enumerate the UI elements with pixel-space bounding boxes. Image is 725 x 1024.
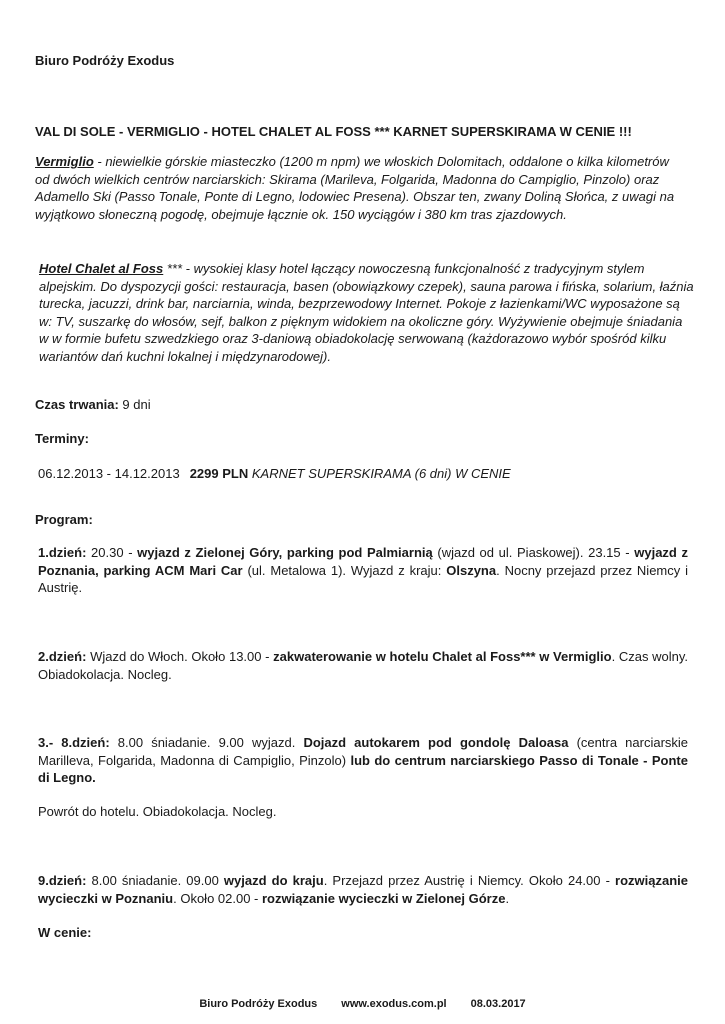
day1-bold-2: wyjazd z Poznania, parking ACM Mari Car (38, 545, 689, 578)
page-footer (0, 998, 725, 1010)
day9-bold-3: rozwiązanie wycieczki w Zielonej Górze (262, 890, 506, 906)
day9-text-2: . Przejazd przez Austrię i Niemcy. Około 24.00 - (323, 873, 616, 888)
day2-label: 2.dzień: (38, 649, 87, 664)
program-day-2 (38, 648, 688, 683)
term-price: 2299 PLN (189, 466, 249, 481)
duration-label: Czas trwania: (35, 397, 119, 412)
day9-text-1: 8.00 śniadanie. 09.00 (86, 873, 224, 888)
day1-text-3: (ul. Metalowa 1). Wyjazd z kraju: (242, 562, 447, 578)
terms-label: Terminy: (35, 431, 89, 446)
hotel-name: Hotel Chalet al Foss (39, 261, 164, 276)
vermiglio-text: - niewielkie górskie miasteczko (1200 m npm) we włoskich Dolomitach, oddalone o kilka kilometrów od dwóch wielkich centrów narciarskich: Skirama (Marileva, Folgarida, Madonna do Campiglio, Pinzolo) oraz Adamello Ski (Passo Tonale, Ponte di Legno, lodowiec Presena). Obszar ten, zwany Doliną Słońca, z uwagi na wyjątkowo słoneczną pogodę, obejmuje łącznie ok. 150 wyciągów i 380 km tras zjazdowych. (35, 154, 675, 222)
hotel-text: *** - wysokiej klasy hotel łączący nowoczesną funkcjonalność z tradycyjnym stylem alpejskim. Do dyspozycji gości: restauracja, basen (obowiązkowy czepek), sauna parowa i fińska, solarium, łaźnia turecka, jacuzzi, drink bar, narciarnia, winda, bezprzewodowy Internet. Pokoje z łazienkami/WC wyposażone są w: TV, suszarkę do włosów, sejf, balkon z pięknym widokiem na okoliczne góry. Wyżywienie obejmuje śniadania w w formie bufetu szwedzkiego oraz 3-daniową obiadokolację serwowaną (każdorazowo wybór spośród kilku wariantów dań kuchni lokalnej i międzynarodowej). (39, 261, 694, 364)
term-dates: 06.12.2013 - 14.12.2013 (38, 466, 180, 481)
footer-agency: Biuro Podróży Exodus (199, 998, 318, 1010)
day3-text-1: 8.00 śniadanie. 9.00 wyjazd. (109, 735, 304, 750)
footer-date: 08.03.2017 (470, 998, 526, 1010)
program-day-3-8-return: Powrót do hotelu. Obiadokolacja. Nocleg. (38, 804, 277, 819)
offer-title: VAL DI SOLE - VERMIGLIO - HOTEL CHALET AL FOSS *** KARNET SUPERSKIRAMA W CENIE !!! (35, 124, 632, 139)
day1-text-1: 20.30 - (86, 545, 138, 560)
hotel-description (35, 260, 694, 365)
price-includes-label: W cenie: (38, 925, 92, 940)
day9-text-4: . (505, 890, 510, 906)
vermiglio-name: Vermiglio (35, 154, 94, 169)
day9-bold-1: wyjazd do kraju (223, 873, 324, 888)
duration-row (35, 397, 151, 412)
day2-bold-1: zakwaterowanie w hotelu Chalet al Foss*** w Vermiglio (273, 649, 612, 664)
day2-text-2: . Czas wolny. Obiadokolacja. Nocleg. (38, 649, 688, 682)
day2-text-1: Wjazd do Włoch. Około 13.00 - (86, 649, 274, 664)
day3-text-2: (centra narciarskie Marilleva, Folgarida, Madonna di Campiglio, Pinzolo) (38, 735, 689, 768)
day1-label: 1.dzień: (38, 545, 87, 560)
duration-value: 9 dni (118, 397, 151, 412)
program-label: Program: (35, 512, 93, 527)
term-note: KARNET SUPERSKIRAMA (6 dni) W CENIE (248, 466, 511, 481)
day9-label: 9.dzień: (38, 873, 87, 888)
footer-website[interactable]: www.exodus.com.pl (341, 998, 447, 1010)
day9-bold-2: rozwiązanie wycieczki w Poznaniu (38, 873, 688, 906)
program-day-3-8 (38, 734, 688, 787)
term-row (38, 466, 511, 481)
program-day-1 (38, 544, 688, 597)
day3-label: 3.- 8.dzień: (38, 735, 110, 750)
day3-bold-2: lub do centrum narciarskiego Passo di Tonale - Ponte di Legno. (38, 752, 688, 785)
agency-header: Biuro Podróży Exodus (35, 53, 175, 68)
day3-bold-1: Dojazd autokarem pod gondolę Daloasa (303, 735, 569, 750)
vermiglio-description (35, 153, 680, 223)
day1-text-2: (wjazd od ul. Piaskowej). 23.15 - (432, 545, 635, 560)
day1-text-4: . Nocny przejazd przez Niemcy i Austrię. (38, 562, 688, 595)
day9-text-3: . Około 02.00 - (173, 890, 262, 906)
program-day-9 (38, 872, 688, 907)
day1-bold-3: Olszyna (446, 562, 497, 578)
day1-bold-1: wyjazd z Zielonej Góry, parking pod Palmiarnią (137, 545, 433, 560)
